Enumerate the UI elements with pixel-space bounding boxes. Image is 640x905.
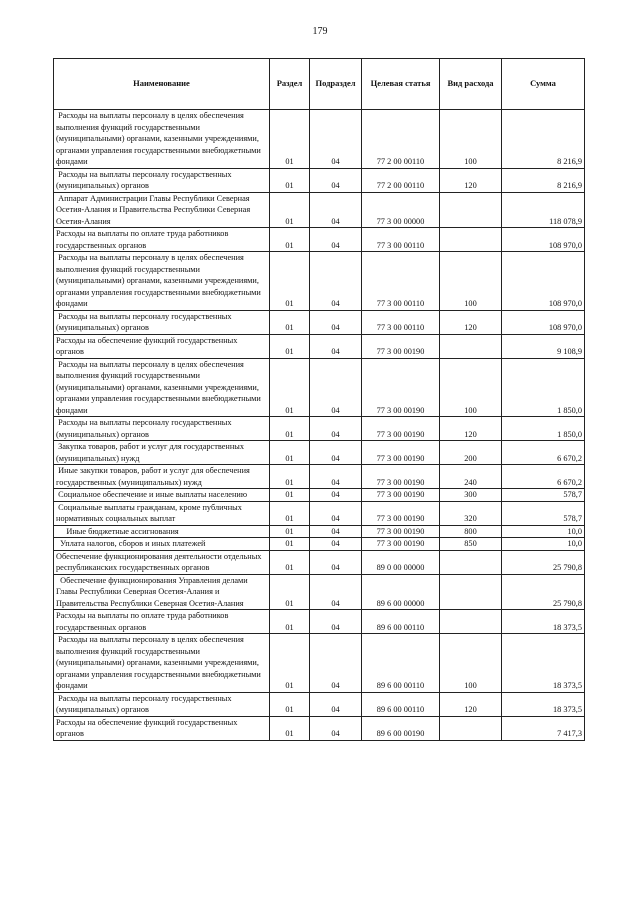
row-razdel: 01 xyxy=(270,574,310,610)
row-vid: 300 xyxy=(440,489,502,502)
row-summa: 10,0 xyxy=(502,538,585,551)
row-statya: 89 0 00 00000 xyxy=(362,550,440,574)
row-statya: 77 3 00 00190 xyxy=(362,334,440,358)
row-razdel: 01 xyxy=(270,610,310,634)
row-name: Расходы на выплаты персоналу государственных (муниципальных) органов xyxy=(54,692,270,716)
row-razdel: 01 xyxy=(270,538,310,551)
row-name: Расходы на выплаты персоналу в целях обеспечения выполнения функций государственными (муниципальными) органами, казенными учреждениями, органами управления государственными внебюджетными фондами xyxy=(54,252,270,311)
budget-table xyxy=(53,58,585,741)
row-vid xyxy=(440,334,502,358)
row-statya: 89 6 00 00110 xyxy=(362,634,440,693)
row-name: Иные закупки товаров, работ и услуг для обеспечения государственных (муниципальных) нужд xyxy=(54,465,270,489)
row-name: Расходы на обеспечение функций государственных органов xyxy=(54,334,270,358)
row-summa: 1 850,0 xyxy=(502,417,585,441)
table-row xyxy=(54,168,585,192)
row-statya: 89 6 00 00000 xyxy=(362,574,440,610)
row-statya: 77 3 00 00110 xyxy=(362,228,440,252)
row-statya: 77 2 00 00110 xyxy=(362,168,440,192)
table-row xyxy=(54,692,585,716)
row-podrazdel: 04 xyxy=(310,501,362,525)
row-podrazdel: 04 xyxy=(310,334,362,358)
row-summa: 25 790,8 xyxy=(502,550,585,574)
header-vid: Вид расхода xyxy=(440,59,502,110)
row-podrazdel: 04 xyxy=(310,168,362,192)
header-podrazdel: Подраздел xyxy=(310,59,362,110)
row-razdel: 01 xyxy=(270,465,310,489)
row-vid: 120 xyxy=(440,417,502,441)
row-name: Социальные выплаты гражданам, кроме публичных нормативных социальных выплат xyxy=(54,501,270,525)
table-row xyxy=(54,538,585,551)
row-summa: 8 216,9 xyxy=(502,168,585,192)
row-summa: 108 970,0 xyxy=(502,228,585,252)
row-name: Расходы на выплаты персоналу в целях обеспечения выполнения функций государственными (муниципальными) органами, казенными учреждениями, органами управления государственными внебюджетными фондами xyxy=(54,358,270,417)
row-name: Расходы на выплаты персоналу в целях обеспечения выполнения функций государственными (муниципальными) органами, казенными учреждениями, органами управления государственными внебюджетными фондами xyxy=(54,634,270,693)
row-statya: 77 3 00 00190 xyxy=(362,358,440,417)
row-razdel: 01 xyxy=(270,252,310,311)
row-podrazdel: 04 xyxy=(310,538,362,551)
table-row xyxy=(54,501,585,525)
row-statya: 89 6 00 00190 xyxy=(362,716,440,740)
table-row xyxy=(54,228,585,252)
row-statya: 77 3 00 00190 xyxy=(362,417,440,441)
row-podrazdel: 04 xyxy=(310,610,362,634)
row-statya: 77 2 00 00110 xyxy=(362,110,440,169)
row-vid: 800 xyxy=(440,525,502,538)
row-razdel: 01 xyxy=(270,334,310,358)
row-vid: 120 xyxy=(440,692,502,716)
row-vid: 100 xyxy=(440,634,502,693)
row-summa: 10,0 xyxy=(502,525,585,538)
row-podrazdel: 04 xyxy=(310,465,362,489)
row-vid xyxy=(440,550,502,574)
row-razdel: 01 xyxy=(270,441,310,465)
table-row xyxy=(54,610,585,634)
row-razdel: 01 xyxy=(270,550,310,574)
header-statya: Целевая статья xyxy=(362,59,440,110)
row-statya: 89 6 00 00110 xyxy=(362,610,440,634)
row-razdel: 01 xyxy=(270,417,310,441)
row-vid: 100 xyxy=(440,110,502,169)
row-vid xyxy=(440,574,502,610)
row-podrazdel: 04 xyxy=(310,716,362,740)
table-row xyxy=(54,334,585,358)
row-razdel: 01 xyxy=(270,501,310,525)
table-row xyxy=(54,634,585,693)
row-name: Аппарат Администрации Главы Республики Северная Осетия-Алания и Правительства Республики Северная Осетия-Алания xyxy=(54,192,270,228)
row-summa: 108 970,0 xyxy=(502,310,585,334)
row-summa: 7 417,3 xyxy=(502,716,585,740)
row-razdel: 01 xyxy=(270,228,310,252)
row-statya: 77 3 00 00190 xyxy=(362,489,440,502)
table-header-row xyxy=(54,59,585,110)
header-summa: Сумма xyxy=(502,59,585,110)
row-statya: 77 3 00 00190 xyxy=(362,465,440,489)
row-statya: 77 3 00 00190 xyxy=(362,538,440,551)
row-name: Обеспечение функционирования деятельности отдельных республиканских государственных органов xyxy=(54,550,270,574)
row-razdel: 01 xyxy=(270,716,310,740)
row-statya: 77 3 00 00110 xyxy=(362,310,440,334)
row-vid: 100 xyxy=(440,252,502,311)
row-razdel: 01 xyxy=(270,692,310,716)
table-row xyxy=(54,417,585,441)
row-summa: 25 790,8 xyxy=(502,574,585,610)
header-name: Наименование xyxy=(54,59,270,110)
table-row xyxy=(54,525,585,538)
row-razdel: 01 xyxy=(270,110,310,169)
row-vid xyxy=(440,228,502,252)
row-razdel: 01 xyxy=(270,525,310,538)
row-vid: 320 xyxy=(440,501,502,525)
row-podrazdel: 04 xyxy=(310,417,362,441)
row-name: Расходы на выплаты персоналу государственных (муниципальных) органов xyxy=(54,168,270,192)
table-row xyxy=(54,310,585,334)
table-row xyxy=(54,489,585,502)
row-summa: 578,7 xyxy=(502,489,585,502)
row-summa: 1 850,0 xyxy=(502,358,585,417)
table-row xyxy=(54,192,585,228)
row-name: Расходы на выплаты персоналу государственных (муниципальных) органов xyxy=(54,310,270,334)
row-statya: 77 3 00 00000 xyxy=(362,192,440,228)
row-summa: 6 670,2 xyxy=(502,441,585,465)
row-razdel: 01 xyxy=(270,168,310,192)
row-summa: 18 373,5 xyxy=(502,692,585,716)
row-podrazdel: 04 xyxy=(310,192,362,228)
row-vid: 120 xyxy=(440,168,502,192)
row-summa: 18 373,5 xyxy=(502,634,585,693)
table-row xyxy=(54,550,585,574)
row-podrazdel: 04 xyxy=(310,358,362,417)
row-vid xyxy=(440,716,502,740)
row-summa: 108 970,0 xyxy=(502,252,585,311)
row-razdel: 01 xyxy=(270,358,310,417)
row-summa: 9 108,9 xyxy=(502,334,585,358)
row-summa: 578,7 xyxy=(502,501,585,525)
row-vid: 850 xyxy=(440,538,502,551)
row-name: Расходы на обеспечение функций государственных органов xyxy=(54,716,270,740)
row-podrazdel: 04 xyxy=(310,228,362,252)
row-summa: 18 373,5 xyxy=(502,610,585,634)
row-statya: 77 3 00 00110 xyxy=(362,252,440,311)
row-podrazdel: 04 xyxy=(310,525,362,538)
row-podrazdel: 04 xyxy=(310,310,362,334)
table-row xyxy=(54,110,585,169)
row-podrazdel: 04 xyxy=(310,441,362,465)
row-summa: 8 216,9 xyxy=(502,110,585,169)
page-number: 179 xyxy=(312,26,328,37)
row-statya: 77 3 00 00190 xyxy=(362,525,440,538)
row-podrazdel: 04 xyxy=(310,692,362,716)
row-vid: 120 xyxy=(440,310,502,334)
row-vid xyxy=(440,610,502,634)
row-vid: 240 xyxy=(440,465,502,489)
row-name: Расходы на выплаты по оплате труда работников государственных органов xyxy=(54,610,270,634)
row-podrazdel: 04 xyxy=(310,252,362,311)
table-row xyxy=(54,465,585,489)
row-name: Расходы на выплаты по оплате труда работников государственных органов xyxy=(54,228,270,252)
row-razdel: 01 xyxy=(270,634,310,693)
row-vid: 200 xyxy=(440,441,502,465)
row-name: Расходы на выплаты персоналу государственных (муниципальных) органов xyxy=(54,417,270,441)
row-vid: 100 xyxy=(440,358,502,417)
row-podrazdel: 04 xyxy=(310,574,362,610)
row-podrazdel: 04 xyxy=(310,489,362,502)
row-razdel: 01 xyxy=(270,489,310,502)
row-statya: 77 3 00 00190 xyxy=(362,501,440,525)
row-podrazdel: 04 xyxy=(310,110,362,169)
row-razdel: 01 xyxy=(270,310,310,334)
row-statya: 77 3 00 00190 xyxy=(362,441,440,465)
table-row xyxy=(54,358,585,417)
row-name: Обеспечение функционирования Управления делами Главы Республики Северная Осетия-Алания и Правительства Республики Северная Осетия-Алания xyxy=(54,574,270,610)
row-razdel: 01 xyxy=(270,192,310,228)
table-row xyxy=(54,716,585,740)
table-row xyxy=(54,441,585,465)
row-name: Социальное обеспечение и иные выплаты населению xyxy=(54,489,270,502)
row-podrazdel: 04 xyxy=(310,634,362,693)
row-statya: 89 6 00 00110 xyxy=(362,692,440,716)
row-name: Уплата налогов, сборов и иных платежей xyxy=(54,538,270,551)
header-razdel: Раздел xyxy=(270,59,310,110)
row-summa: 6 670,2 xyxy=(502,465,585,489)
row-vid xyxy=(440,192,502,228)
row-name: Иные бюджетные ассигнования xyxy=(54,525,270,538)
table-row xyxy=(54,574,585,610)
row-summa: 118 078,9 xyxy=(502,192,585,228)
row-podrazdel: 04 xyxy=(310,550,362,574)
row-name: Закупка товаров, работ и услуг для государственных (муниципальных) нужд xyxy=(54,441,270,465)
table-row xyxy=(54,252,585,311)
row-name: Расходы на выплаты персоналу в целях обеспечения выполнения функций государственными (муниципальными) органами, казенными учреждениями, органами управления государственными внебюджетными фондами xyxy=(54,110,270,169)
